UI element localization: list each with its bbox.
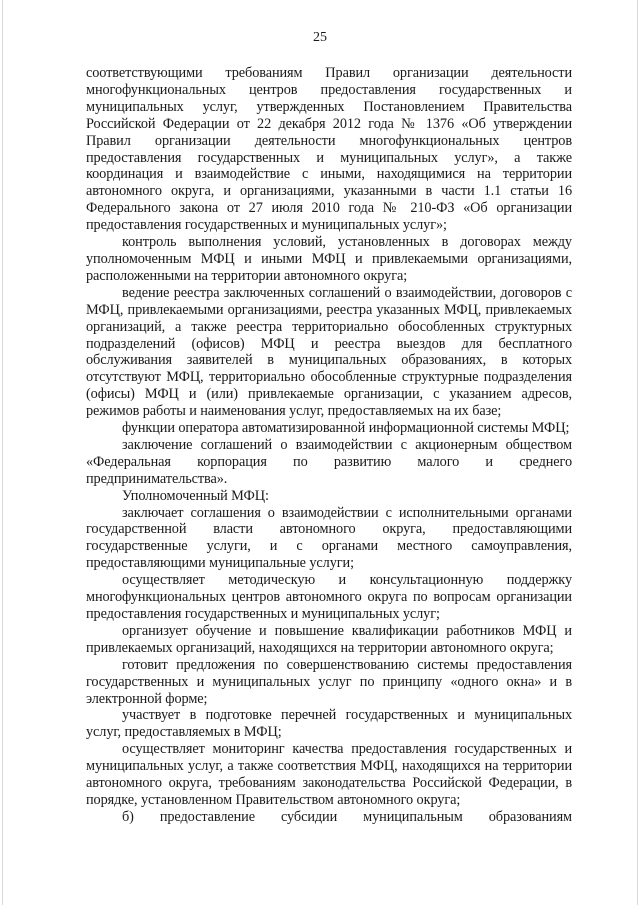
scan-edge-left [2,0,3,905]
paragraph: готовит предложения по совершенствованию системы предоставления государственных и муниципальных услуг по принципу «одного окна» и в электронной форме; [86,656,572,707]
paragraph: заключает соглашения о взаимодействии с исполнительными органами государственной власти автономного округа, предоставляющими государственные услуги, и с органами местного самоуправления, предоставляющими муниципальные услуги; [86,504,572,572]
paragraph: функции оператора автоматизированной информационной системы МФЦ; [122,420,570,437]
paragraph: соответствующими требованиям Правил организации деятельности многофункциональных центров предоставления государственных и муниципальных услуг, утвержденных Постановлением Правительства Российской Федерации от 22 декабря 2012 года № 1376 «Об утверждении Правил организации деятельности многофункциональных центров предоставления государственных и муниципальных услуг», а также координация и взаимодействие с иными, находящимися на территории автономного округа, и организациями, указанными в части 1.1 статьи 16 Федерального закона от 27 июля 2010 года № 210-ФЗ «Об организации предоставления государственных и муниципальных услуг»; [86,65,572,234]
paragraph: Уполномоченный МФЦ: [122,487,269,504]
paragraph: осуществляет методическую и консультационную поддержку многофункциональных центров автономного округа по вопросам организации предоставления государственных и муниципальных услуг; [86,572,572,622]
paragraph: контроль выполнения условий, установленных в договорах между уполномоченным МФЦ и иными МФЦ и привлекаемыми организациями, расположенными на территории автономного округа; [86,234,572,284]
paragraph: организует обучение и повышение квалификации работников МФЦ и привлекаемых организаций, находящихся на территории автономного округа; [86,622,572,656]
paragraph: ведение реестра заключенных соглашений о взаимодействии, договоров с МФЦ, привлекаемыми организациями, реестра указанных МФЦ, привлекаемых организаций, а также реестра территориально обособленных структурных подразделений (офисов) МФЦ и реестра выездов для бесплатного обслуживания заявителей в муниципальных образованиях, в которых отсутствуют МФЦ, территориально обособленные структурные подразделения (офисы) МФЦ и (или) привлекаемые организации, с указанием адресов, режимов работы и наименования услуг, предоставляемых на их базе; [86,284,572,420]
paragraph: заключение соглашений о взаимодействии с акционерным обществом «Федеральная корпорация по развитию малого и среднего предпринимательства». [86,436,572,487]
document-body [86,65,572,826]
paragraph: участвует в подготовке перечней государственных и муниципальных услуг, предоставляемых в МФЦ; [86,707,572,741]
paragraph: осуществляет мониторинг качества предоставления государственных и муниципальных услуг, а также соответствия МФЦ, находящихся на территории автономного округа, требованиям законодательства Российской Федерации, в порядке, установленном Правительством автономного округа; [86,741,572,808]
paragraph: б) предоставление субсидии муниципальным образованиям [122,808,572,825]
page-number: 25 [313,30,327,45]
scan-edge-right [637,0,638,905]
